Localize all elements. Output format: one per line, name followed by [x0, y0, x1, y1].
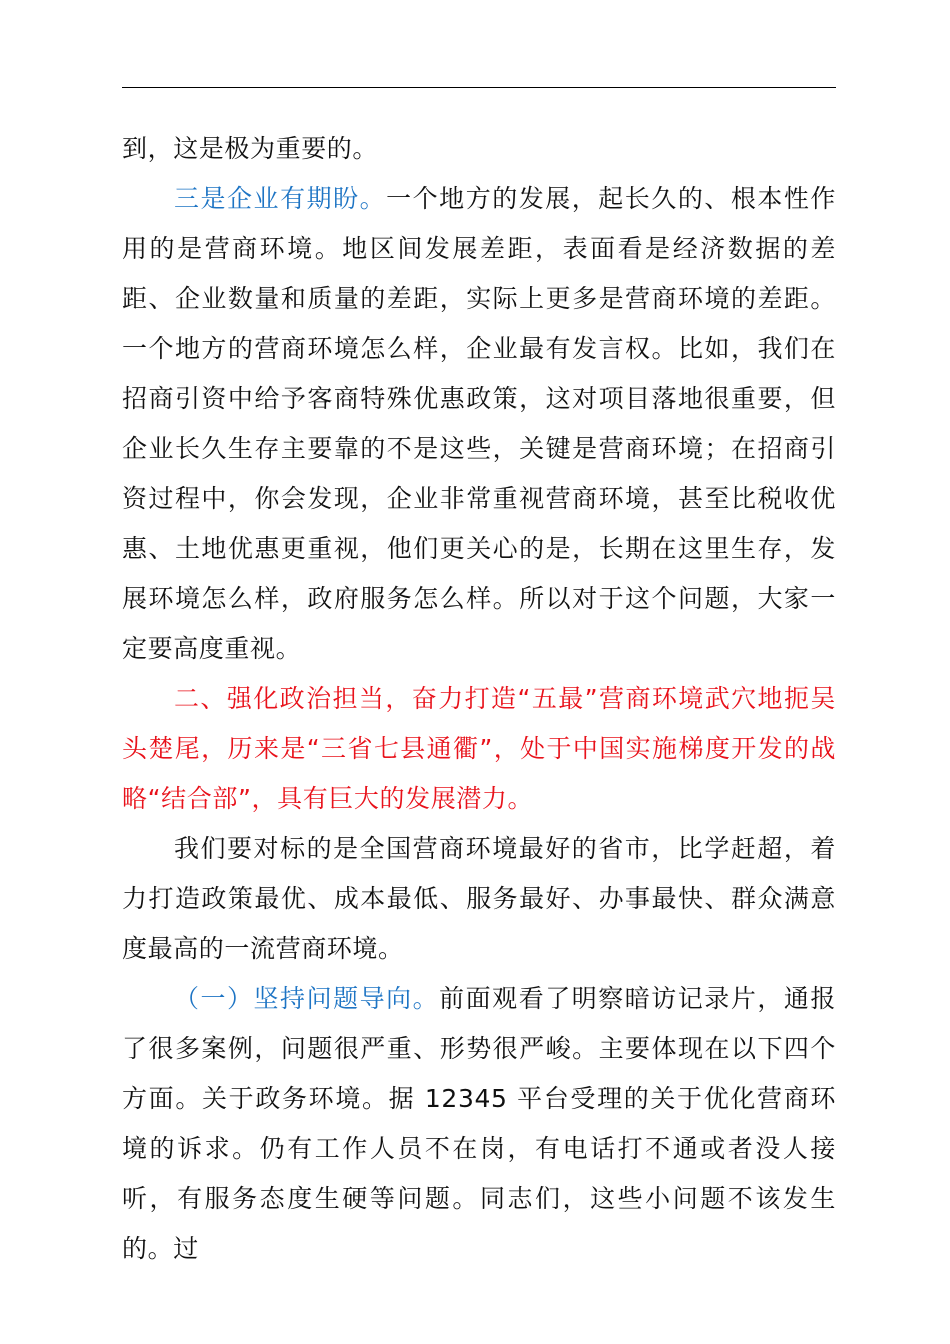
- paragraph-text: 到，这是极为重要的。: [122, 134, 379, 163]
- paragraph-text: 前面观看了明察暗访记录片，通报了很多案例，问题很严重、形势很严峻。主要体现在以下四个方面。关于政务环境。据 12345 平台受理的关于优化营商环境的诉求。仍有工作人员不在岗，有电话打不通或者没人接听，有服务态度生硬等问题。同志们，这些小问题不该发生的。过: [122, 984, 836, 1263]
- paragraph-lead: （一）坚持问题导向。: [174, 984, 440, 1013]
- paragraph-enterprise-expectation: [122, 174, 836, 674]
- section-heading: [122, 674, 836, 824]
- paragraph-text: 一个地方的发展，起长久的、根本性作用的是营商环境。地区间发展差距，表面看是经济数据的差距、企业数量和质量的差距，实际上更多是营商环境的差距。一个地方的营商环境怎么样，企业最有发言权。比如，我们在招商引资中给予客商特殊优惠政策，这对项目落地很重要，但企业长久生存主要靠的不是这些，关键是营商环境；在招商引资过程中，你会发现，企业非常重视营商环境，甚至比税收优惠、土地优惠更重视，他们更关心的是，长期在这里生存，发展环境怎么样，政府服务怎么样。所以对于这个问题，大家一定要高度重视。: [122, 184, 836, 663]
- paragraph-continuation: [122, 124, 836, 174]
- paragraph-problem-orientation: [122, 974, 836, 1274]
- header-rule: [122, 87, 836, 88]
- section-heading-text: 二、强化政治担当，奋力打造“五最”营商环境武穴地扼吴头楚尾，历来是“三省七县通衢”，处于中国实施梯度开发的战略“结合部”，具有巨大的发展潜力。: [122, 684, 836, 813]
- paragraph-benchmark: [122, 824, 836, 974]
- document-body: [122, 124, 836, 1274]
- paragraph-lead: 三是企业有期盼。: [174, 184, 387, 213]
- paragraph-text: 我们要对标的是全国营商环境最好的省市，比学赶超，着力打造政策最优、成本最低、服务最好、办事最快、群众满意度最高的一流营商环境。: [122, 834, 836, 963]
